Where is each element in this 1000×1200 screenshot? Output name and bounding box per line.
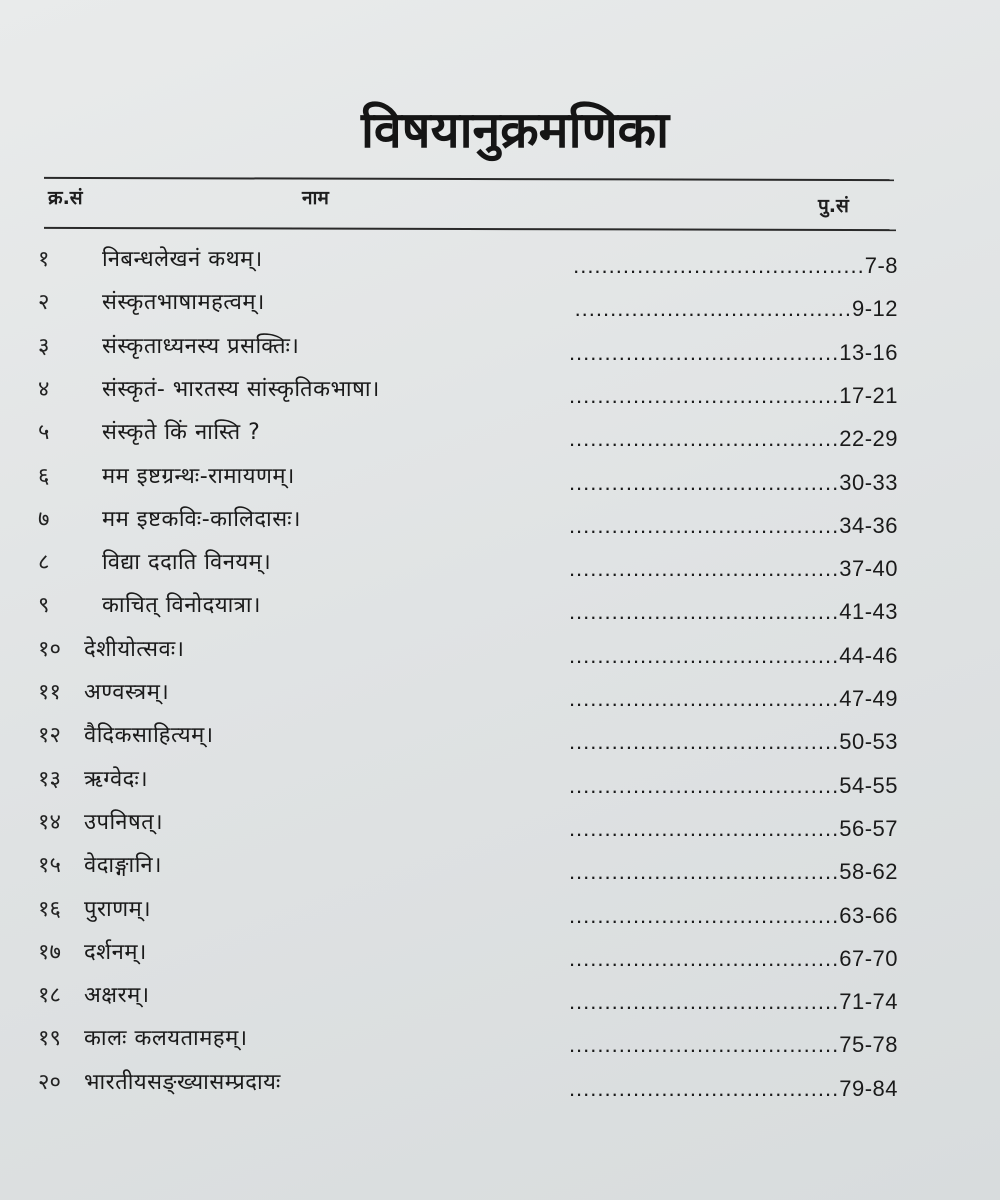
entry-title: देशीयोत्सवः। <box>84 636 185 662</box>
entry-leader <box>568 333 898 373</box>
dot-leader: ...................................... <box>568 339 840 365</box>
entry-pages: 37-40 <box>839 556 898 582</box>
entry-pages: 54-55 <box>839 772 898 798</box>
dot-leader: ....................................... <box>574 296 852 322</box>
dot-leader: ...................................... <box>568 556 840 582</box>
entry-title: निबन्धलेखनं कथम्। <box>102 247 263 272</box>
dot-leader: ...................................... <box>568 599 840 625</box>
entry-number: १७ <box>38 939 61 965</box>
entry-pages: 44-46 <box>839 642 898 668</box>
entry-leader <box>568 419 898 459</box>
toc-entry <box>38 803 898 843</box>
entry-number: १३ <box>38 766 61 792</box>
entry-title: काचित् विनोदयात्रा। <box>102 593 261 619</box>
toc-entry <box>38 933 898 973</box>
entry-title: वेदाङ्गानि। <box>84 853 162 879</box>
entry-leader <box>568 592 898 632</box>
entry-title: दर्शनम्। <box>84 939 147 965</box>
dot-leader: ...................................... <box>568 989 840 1015</box>
entry-title: अक्षरम्। <box>84 983 150 1009</box>
toc-entry <box>38 327 898 367</box>
entry-pages: 17-21 <box>839 382 898 408</box>
dot-leader: ...................................... <box>568 859 840 885</box>
entry-pages: 56-57 <box>839 815 898 841</box>
entry-number: १५ <box>38 853 61 879</box>
entry-leader <box>568 289 898 329</box>
entry-number: १२ <box>38 723 61 749</box>
dot-leader: ......................................... <box>573 253 865 278</box>
entry-pages: 75-78 <box>839 1032 898 1058</box>
dot-leader: ...................................... <box>568 815 840 841</box>
entry-number: ११ <box>38 680 61 705</box>
entry-title: संस्कृतभाषामहत्वम्। <box>102 290 265 316</box>
toc-entry <box>38 457 898 497</box>
entry-number: १ <box>38 247 50 272</box>
entry-pages: 67-70 <box>839 945 898 971</box>
entry-number: ७ <box>38 506 50 532</box>
toc-entry <box>38 1063 898 1103</box>
entry-leader <box>568 549 898 589</box>
entry-title: अण्वस्त्रम्। <box>84 680 170 705</box>
entry-title: उपनिषत्। <box>84 809 164 835</box>
entry-pages: 9-12 <box>851 296 898 322</box>
entry-title: वैदिकसाहित्यम्। <box>84 723 214 749</box>
toc-entry <box>38 890 898 930</box>
entry-pages: 7-8 <box>864 253 898 278</box>
entry-leader <box>568 766 898 806</box>
entry-number: १९ <box>38 1026 61 1052</box>
entry-pages: 79-84 <box>839 1075 898 1101</box>
dot-leader: ...................................... <box>568 469 840 495</box>
column-header-page: पु.सं <box>818 195 849 217</box>
entry-title: ऋग्वेदः। <box>84 766 149 792</box>
dot-leader: ...................................... <box>568 382 840 408</box>
toc-entry <box>38 543 898 583</box>
entry-pages: 41-43 <box>839 599 898 625</box>
toc-entry <box>38 846 898 886</box>
dot-leader: ...................................... <box>568 1075 840 1101</box>
dot-leader: ...................................... <box>568 642 840 668</box>
entry-number: १६ <box>38 896 61 922</box>
dot-leader: ...................................... <box>568 729 840 755</box>
entry-leader <box>568 506 898 546</box>
toc-entry <box>38 500 898 540</box>
toc-entry <box>38 370 898 410</box>
entry-leader <box>568 939 898 979</box>
entry-pages: 63-66 <box>839 902 898 928</box>
column-header-serial: क्र.सं <box>48 187 83 209</box>
entry-title: मम इष्टग्रन्थः-रामायणम्। <box>102 463 295 489</box>
dot-leader: ...................................... <box>568 945 840 971</box>
entry-number: ८ <box>38 550 50 576</box>
entry-leader <box>568 896 898 936</box>
entry-pages: 50-53 <box>839 729 898 755</box>
dot-leader: ...................................... <box>568 772 840 798</box>
entry-title: संस्कृतं- भारतस्य सांस्कृतिकभाषा। <box>102 376 380 402</box>
toc-entry <box>38 240 898 280</box>
entry-title: कालः कलयतामहम्। <box>84 1026 248 1052</box>
entry-leader <box>568 982 898 1022</box>
entry-pages: 47-49 <box>839 686 898 711</box>
dot-leader: ...................................... <box>568 1032 840 1058</box>
entry-leader <box>568 636 898 676</box>
entry-pages: 30-33 <box>839 469 898 495</box>
toc-entry <box>38 760 898 800</box>
dot-leader: ...................................... <box>568 512 840 538</box>
entry-number: ३ <box>38 333 50 359</box>
toc-entry <box>38 283 898 323</box>
entry-pages: 13-16 <box>839 339 898 365</box>
entry-pages: 34-36 <box>839 512 898 538</box>
entry-title: संस्कृते किं नास्ति ? <box>102 420 261 446</box>
toc-entry <box>38 716 898 756</box>
entry-title: संस्कृताध्यनस्य प्रसक्तिः। <box>102 333 300 359</box>
entry-number: ४ <box>38 376 50 402</box>
entry-number: २ <box>38 290 50 316</box>
entry-number: ५ <box>38 420 50 446</box>
entry-leader <box>568 1025 898 1065</box>
entry-number: ६ <box>38 463 50 489</box>
page-title: विषयानुक्रमणिका <box>360 101 670 159</box>
entry-title: भारतीयसङ्ख्यासम्प्रदायः <box>84 1069 281 1095</box>
entry-leader <box>568 1069 898 1109</box>
entry-number: १४ <box>38 809 61 835</box>
toc-entry <box>38 1019 898 1059</box>
toc-entry <box>38 413 898 453</box>
entry-number: १८ <box>38 983 61 1009</box>
dot-leader: ...................................... <box>568 426 840 452</box>
entry-leader <box>568 722 898 762</box>
entry-title: मम इष्टकविः-कालिदासः। <box>102 506 301 532</box>
entry-pages: 58-62 <box>839 859 898 885</box>
entry-pages: 71-74 <box>839 989 898 1015</box>
entry-leader <box>568 679 898 719</box>
column-header-name: नाम <box>302 187 329 209</box>
entry-leader <box>568 376 898 416</box>
dot-leader: ...................................... <box>568 902 840 928</box>
toc-entry <box>38 586 898 626</box>
entry-number: १० <box>38 636 61 662</box>
entry-title: पुराणम्। <box>84 896 152 922</box>
toc-entry <box>38 976 898 1016</box>
toc-entry <box>38 630 898 670</box>
entry-leader <box>568 246 898 286</box>
dot-leader: ...................................... <box>568 686 840 711</box>
entry-pages: 22-29 <box>839 426 898 452</box>
entry-number: ९ <box>38 593 50 619</box>
entry-leader <box>568 809 898 849</box>
toc-entry <box>38 673 898 713</box>
entry-leader <box>568 463 898 503</box>
entry-title: विद्या ददाति विनयम्। <box>102 550 272 576</box>
entry-leader <box>568 852 898 892</box>
entry-number: २० <box>38 1069 61 1095</box>
